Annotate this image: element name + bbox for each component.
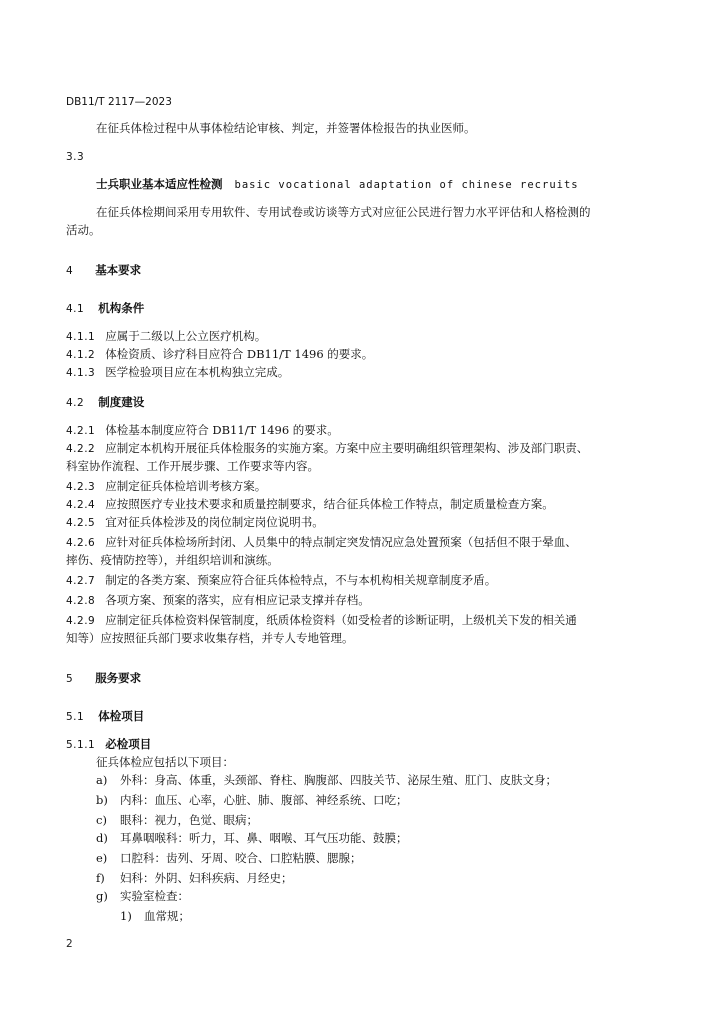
body-text: 应针对征兵体检场所封闭、人员集中的特点制定突发情况应急处置预案（包括但不限于晕血、 xyxy=(105,535,577,549)
text-line xyxy=(66,478,266,495)
body-text: 内科：血压、心率，心脏、肺、腹部、神经系统、口吃； xyxy=(120,793,408,807)
text-line xyxy=(66,394,144,411)
body-text: 口腔科：齿列、牙周、咬合、口腔粘膜、腮腺； xyxy=(120,851,362,865)
text-line xyxy=(66,300,144,317)
text-line xyxy=(96,120,476,136)
text-line xyxy=(66,534,577,551)
clause-number: 4.2.4 xyxy=(66,499,96,511)
list-label: g) xyxy=(96,889,108,903)
heading-text: 必检项目 xyxy=(105,737,152,751)
body-text: 应制定征兵体检培训考核方案。 xyxy=(105,479,267,493)
page-number: 2 xyxy=(66,938,73,950)
text-line xyxy=(96,830,408,846)
clause-number: 4.2.7 xyxy=(66,575,96,587)
clause-number: 5.1 xyxy=(66,711,85,723)
heading-text: 制度建设 xyxy=(98,395,145,409)
body-text: 眼科：视力，色觉、眼病； xyxy=(120,813,258,827)
heading-text: 服务要求 xyxy=(95,671,142,685)
clause-number: 4.1.3 xyxy=(66,367,96,379)
body-text: 应制定征兵体检资料保管制度，纸质体检资料（如受检者的诊断证明，上级机关下发的相关通 xyxy=(105,613,577,627)
heading-text: 士兵职业基本适应性检测 xyxy=(96,177,223,191)
text-line xyxy=(96,176,579,193)
clause-number: 4.1.1 xyxy=(66,331,96,343)
clause-number: 5.1.1 xyxy=(66,739,96,751)
clause-number: 4.1 xyxy=(66,303,85,315)
body-text: 应属于二级以上公立医疗机构。 xyxy=(105,329,267,343)
body-text: 实验室检查： xyxy=(120,889,189,903)
clause-number: 3.3 xyxy=(66,151,85,163)
clause-number: 4.2.1 xyxy=(66,425,96,437)
heading-text: 机构条件 xyxy=(98,301,145,315)
text-line xyxy=(96,754,234,770)
body-text: 外科：身高、体重，头颈部、脊柱、胸腹部、四肢关节、泌尿生殖、肛门、皮肤文身； xyxy=(120,773,557,787)
text-line xyxy=(66,496,554,513)
text-line xyxy=(66,630,354,646)
list-label: e) xyxy=(96,851,108,865)
text-line xyxy=(96,772,557,788)
text-line xyxy=(96,850,362,866)
clause-number: 4.2.9 xyxy=(66,615,96,627)
text-line xyxy=(66,612,577,629)
list-label: b) xyxy=(96,793,108,807)
text-line xyxy=(66,670,141,687)
body-text: 妇科：外阴、妇科疾病、月经史； xyxy=(120,871,293,885)
list-label: f) xyxy=(96,871,105,885)
text-line xyxy=(66,422,339,439)
standard-code: DB11/T 2117—2023 xyxy=(66,96,172,108)
body-text: 活动。 xyxy=(66,223,101,237)
text-line xyxy=(66,572,496,589)
text-line xyxy=(66,148,84,165)
body-text: 制定的各类方案、预案应符合征兵体检特点，不与本机构相关规章制度矛盾。 xyxy=(105,573,497,587)
list-label: c) xyxy=(96,813,107,827)
body-text: 体检资质、诊疗科目应符合 DB11/T 1496 的要求。 xyxy=(105,347,374,361)
text-line xyxy=(96,204,591,220)
clause-number: 4 xyxy=(66,265,74,277)
body-text: 知等）应按照征兵部门要求收集存档，并专人专地管理。 xyxy=(66,631,354,645)
body-text: 科室协作流程、工作开展步骤、工作要求等内容。 xyxy=(66,459,319,473)
list-label: a) xyxy=(96,773,108,787)
heading-text: 体检项目 xyxy=(98,709,145,723)
text-line xyxy=(96,792,408,808)
term-english: basic vocational adaptation of chinese recruits xyxy=(234,179,579,191)
clause-number: 4.2.2 xyxy=(66,443,96,455)
clause-number: 4.2.3 xyxy=(66,481,96,493)
text-line xyxy=(66,592,370,609)
text-line xyxy=(66,708,144,725)
text-line xyxy=(66,328,266,345)
body-text: 征兵体检应包括以下项目： xyxy=(96,755,234,769)
body-text: 应制定本机构开展征兵体检服务的实施方案。方案中应主要明确组织管理架构、涉及部门职责、 xyxy=(105,441,589,455)
text-line xyxy=(96,812,258,828)
body-text: 体检基本制度应符合 DB11/T 1496 的要求。 xyxy=(105,423,339,437)
text-line xyxy=(66,552,279,568)
list-label: d) xyxy=(96,831,108,845)
text-line xyxy=(120,908,190,924)
body-text: 血常规； xyxy=(144,909,190,923)
text-line xyxy=(96,870,293,886)
text-line xyxy=(66,262,141,279)
body-text: 在征兵体检过程中从事体检结论审核、判定，并签署体检报告的执业医师。 xyxy=(96,121,476,135)
text-line xyxy=(66,346,373,363)
text-line xyxy=(66,514,324,531)
clause-number: 4.2 xyxy=(66,397,85,409)
text-line xyxy=(66,736,151,753)
body-text: 应按照医疗专业技术要求和质量控制要求，结合征兵体检工作特点，制定质量检查方案。 xyxy=(105,497,554,511)
clause-number: 4.2.8 xyxy=(66,595,96,607)
body-text: 在征兵体检期间采用专用软件、专用试卷或访谈等方式对应征公民进行智力水平评估和人格检测的 xyxy=(96,205,591,219)
text-line xyxy=(66,222,101,238)
text-line xyxy=(96,888,189,904)
body-text: 宜对征兵体检涉及的岗位制定岗位说明书。 xyxy=(105,515,324,529)
body-text: 各项方案、预案的落实，应有相应记录支撑并存档。 xyxy=(105,593,370,607)
text-line xyxy=(66,440,588,457)
heading-text: 基本要求 xyxy=(95,263,142,277)
body-text: 耳鼻咽喉科：听力，耳、鼻、咽喉、耳气压功能、鼓膜； xyxy=(120,831,408,845)
clause-number: 4.2.6 xyxy=(66,537,96,549)
list-label: 1) xyxy=(120,909,132,923)
clause-number: 4.2.5 xyxy=(66,517,96,529)
text-line xyxy=(66,458,319,474)
clause-number: 5 xyxy=(66,673,74,685)
body-text: 摔伤、疫情防控等），并组织培训和演练。 xyxy=(66,553,279,567)
body-text: 医学检验项目应在本机构独立完成。 xyxy=(105,365,290,379)
clause-number: 4.1.2 xyxy=(66,349,96,361)
text-line xyxy=(66,364,289,381)
